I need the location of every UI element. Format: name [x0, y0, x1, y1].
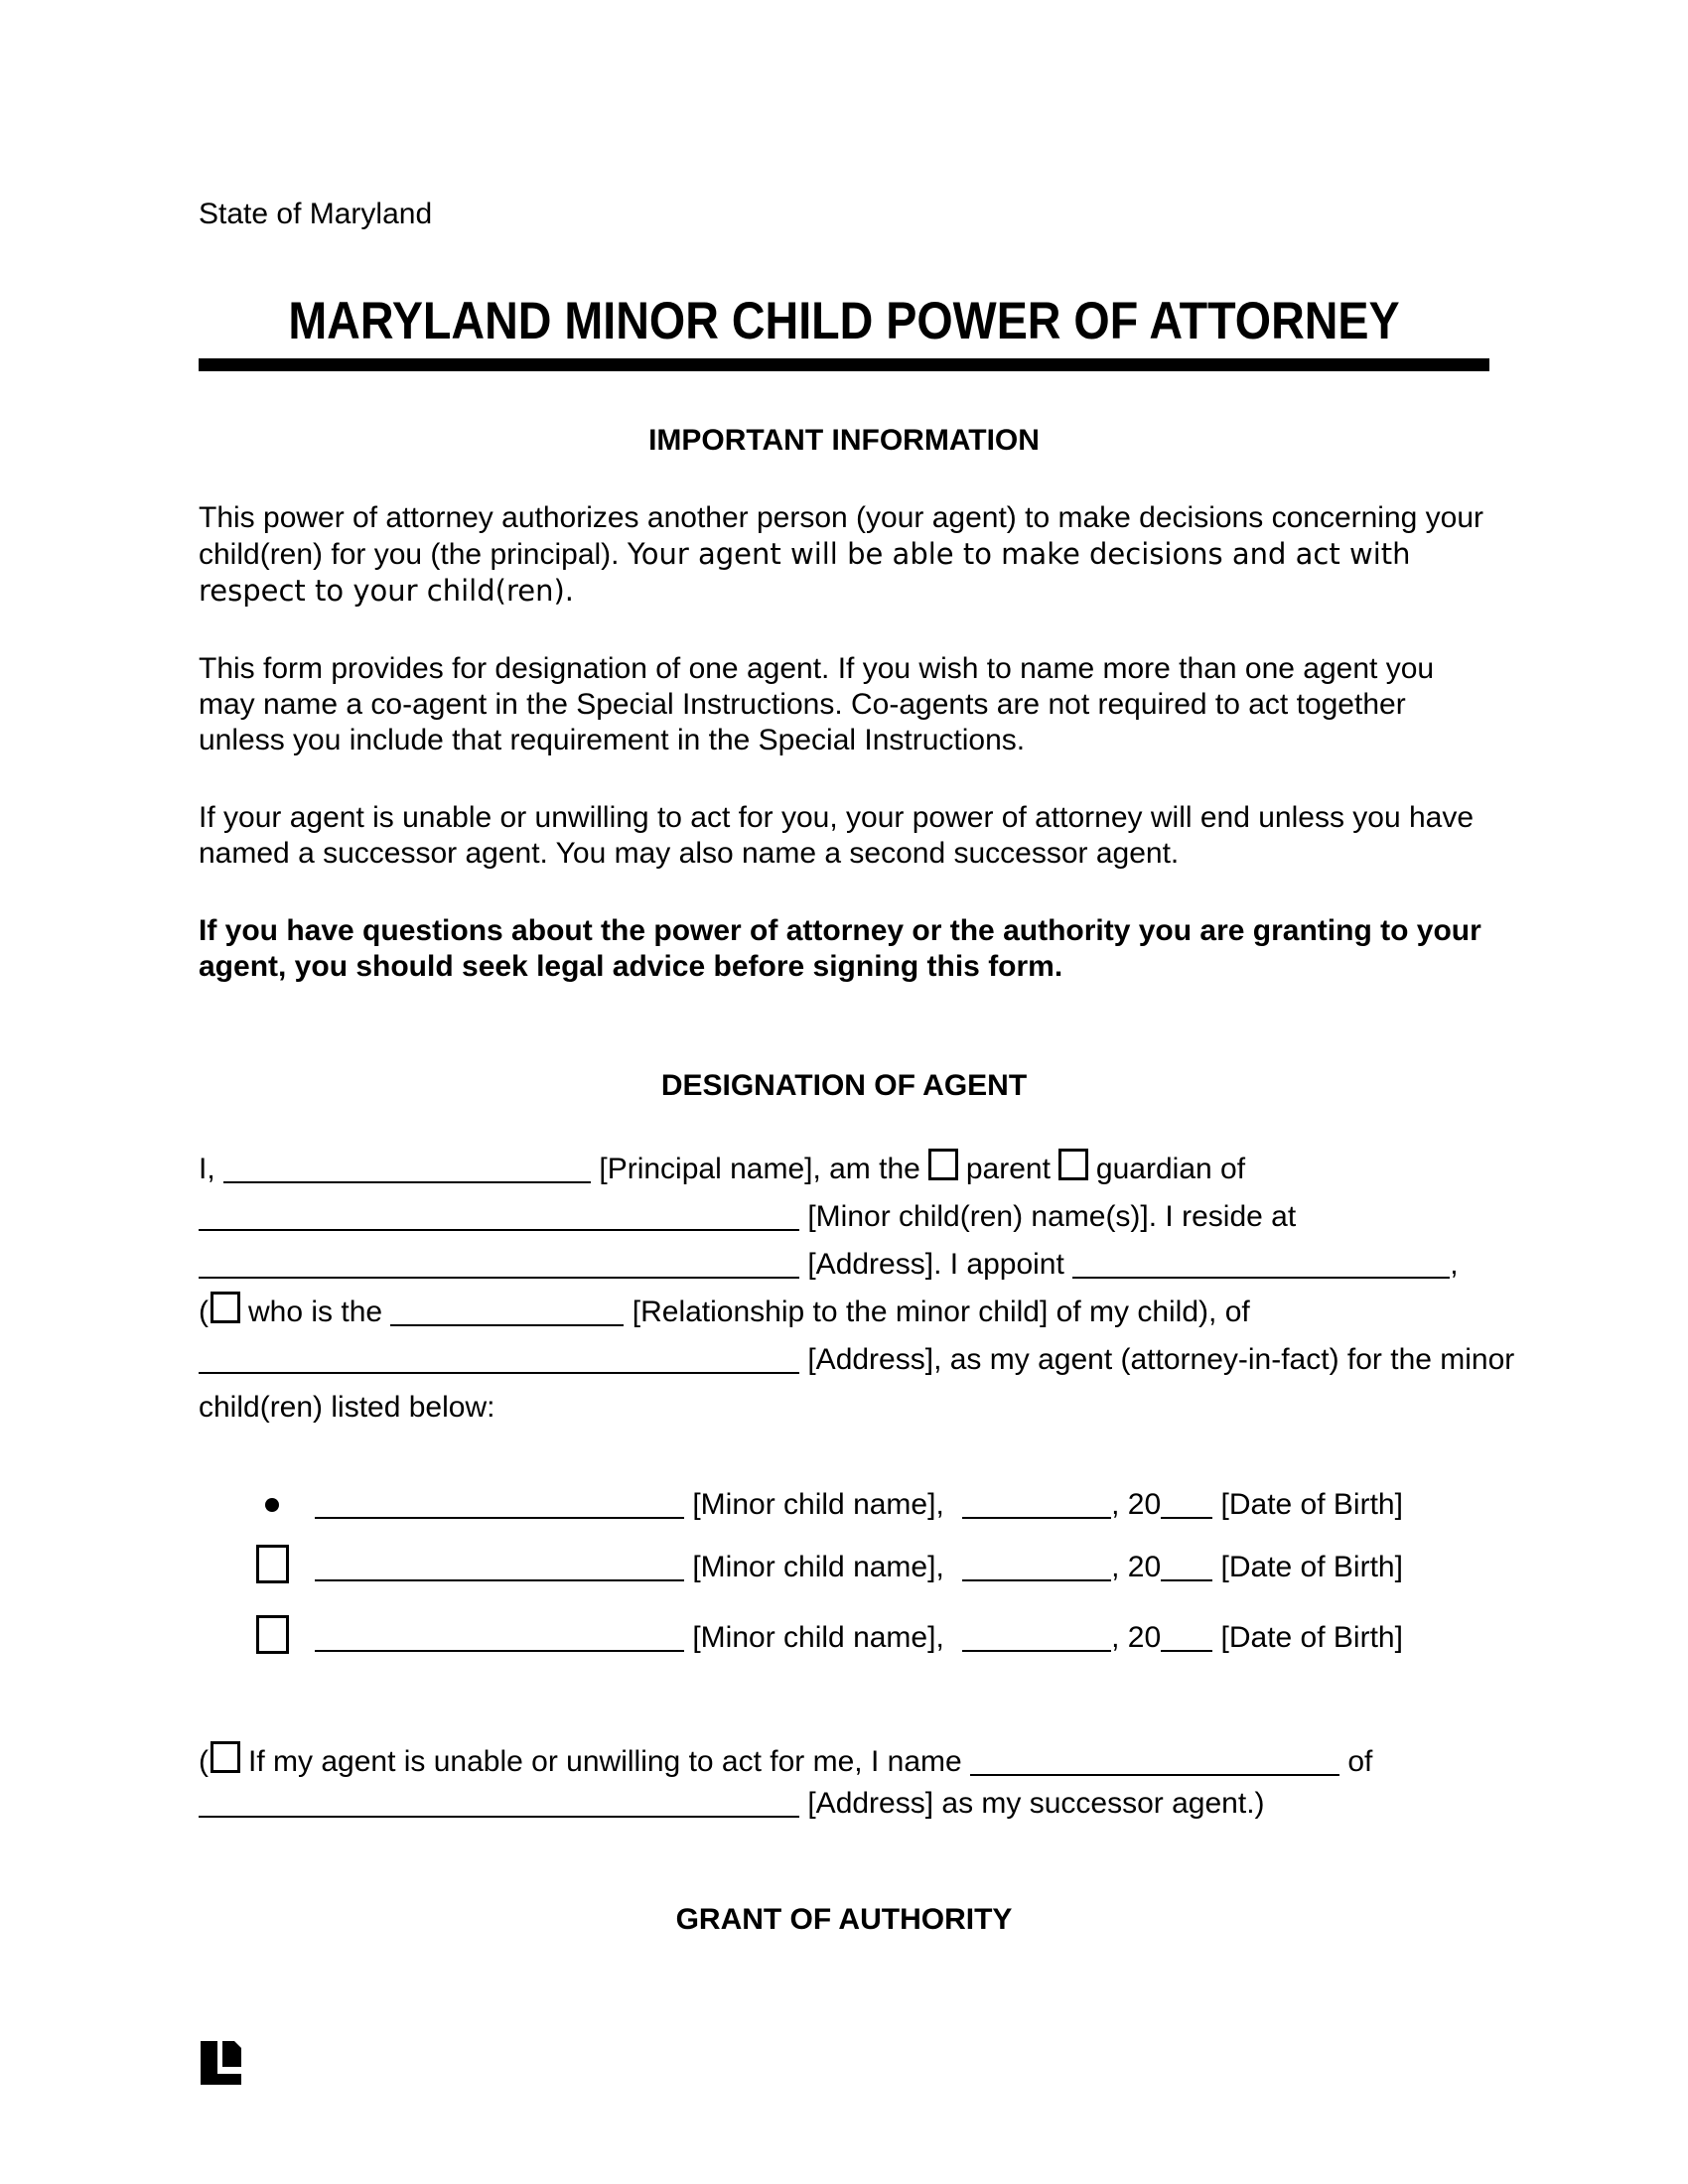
- principal-name-label: [Principal name], am the: [599, 1153, 920, 1185]
- child-row-2-marker: [256, 1545, 315, 1585]
- child-1-dob-month-day-blank[interactable]: [962, 1489, 1111, 1519]
- grant-of-authority-heading: GRANT OF AUTHORITY: [675, 1903, 1013, 1936]
- relationship-label: [Relationship to the minor child] of my child), of: [632, 1296, 1250, 1328]
- successor-agent-name-blank[interactable]: [970, 1746, 1339, 1776]
- child-3-dob-year-blank[interactable]: [1161, 1622, 1212, 1652]
- successor-address-label: [Address] as my successor agent.): [807, 1787, 1265, 1820]
- successor-line-2: [199, 1783, 1489, 1825]
- successor-agent-address-blank[interactable]: [199, 1788, 799, 1818]
- designation-heading: DESIGNATION OF AGENT: [660, 1069, 1028, 1102]
- child-row-1-marker: [256, 1487, 315, 1523]
- minor-children-list: [199, 1487, 1489, 1656]
- child-1-name-label: [Minor child name],: [692, 1488, 944, 1521]
- designation-line-5: [199, 1336, 1515, 1384]
- document-title: MARYLAND MINOR CHILD POWER OF ATTORNEY: [288, 292, 1400, 350]
- title-rule: [199, 358, 1489, 371]
- designation-line-3: [199, 1241, 1489, 1289]
- successor-checkbox[interactable]: [211, 1741, 240, 1773]
- child-2-name-blank[interactable]: [315, 1552, 684, 1581]
- designation-line-4: [199, 1289, 1489, 1336]
- important-information-heading: IMPORTANT INFORMATION: [648, 424, 1040, 457]
- successor-clause-label: If my agent is unable or unwilling to act for me, I name: [248, 1745, 962, 1778]
- parent-checkbox[interactable]: [928, 1149, 958, 1180]
- child-3-dob-month-day-blank[interactable]: [962, 1622, 1111, 1652]
- state-label: State of Maryland: [199, 198, 433, 230]
- relationship-checkbox[interactable]: [211, 1292, 240, 1323]
- principal-name-blank[interactable]: [223, 1154, 591, 1183]
- who-is-the-label: who is the: [248, 1296, 383, 1328]
- designation-line-2: [199, 1193, 1489, 1241]
- minor-children-names-label: [Minor child(ren) name(s)]. I reside at: [807, 1200, 1297, 1233]
- successor-line-1: [199, 1741, 1489, 1783]
- guardian-checkbox[interactable]: [1058, 1149, 1088, 1180]
- designation-line-6: child(ren) listed below:: [199, 1391, 495, 1424]
- parent-label: parent: [965, 1153, 1051, 1185]
- child-3-dob-label: [Date of Birth]: [1220, 1621, 1403, 1654]
- bullet-icon: [265, 1498, 279, 1512]
- paragraph-successor-info: If your agent is unable or unwilling to act for you, your power of attorney will end unless you have named a successor agent. You may also name a second successor agent.: [199, 801, 1475, 870]
- relationship-blank[interactable]: [390, 1297, 624, 1326]
- paragraph-authorization: [199, 500, 1489, 610]
- legal-templates-logo-icon: [201, 2041, 241, 2085]
- relationship-open-paren: (: [199, 1296, 209, 1328]
- child-2-name-label: [Minor child name],: [692, 1551, 944, 1583]
- agent-address-blank[interactable]: [199, 1344, 799, 1374]
- minor-children-names-blank[interactable]: [199, 1201, 799, 1231]
- agent-address-label: [Address], as my agent (attorney-in-fact) for the minor: [807, 1343, 1515, 1376]
- paragraph-legal-advice: If you have questions about the power of attorney or the authority you are granting to your agent, you should seek legal advice before signing this form.: [199, 914, 1481, 983]
- designation-line-1: [199, 1146, 1489, 1193]
- child-1-dob-year-blank[interactable]: [1161, 1489, 1212, 1519]
- child-row-3-marker: [256, 1615, 315, 1656]
- child-2-dob-year-blank[interactable]: [1161, 1552, 1212, 1581]
- child-1-dob-label: [Date of Birth]: [1220, 1488, 1403, 1521]
- child-row-2: [199, 1545, 1489, 1585]
- designation-line-3-comma: ,: [1450, 1248, 1459, 1281]
- child-3-checkbox[interactable]: [256, 1615, 289, 1654]
- child-2-dob-label: [Date of Birth]: [1220, 1551, 1403, 1583]
- successor-open-paren: (: [199, 1745, 209, 1778]
- child-2-dob-month-day-blank[interactable]: [962, 1552, 1111, 1581]
- child-2-checkbox[interactable]: [256, 1545, 289, 1583]
- guardian-label: guardian of: [1095, 1153, 1246, 1185]
- principal-address-blank[interactable]: [199, 1249, 799, 1279]
- paragraph-one-agent: This form provides for designation of one agent. If you wish to name more than one agent you may name a co-agent in the Special Instructions. Co-agents are not required to act together unless you include that requirement in the Special Instructions.: [199, 652, 1435, 756]
- designation-body: [199, 1146, 1515, 1432]
- child-3-year-prefix: , 20: [1111, 1621, 1162, 1654]
- child-1-year-prefix: , 20: [1111, 1488, 1162, 1521]
- successor-of-label: of: [1347, 1745, 1373, 1778]
- designation-line-1-pre: I,: [199, 1153, 215, 1185]
- child-3-name-blank[interactable]: [315, 1622, 684, 1652]
- child-3-name-label: [Minor child name],: [692, 1621, 944, 1654]
- paragraph-authorization-part2: Your agent will be able to make decisions and act with respect to your child(ren).: [199, 537, 1411, 608]
- child-row-1: [199, 1487, 1489, 1523]
- successor-agent-section: [199, 1741, 1489, 1825]
- child-2-year-prefix: , 20: [1111, 1551, 1162, 1583]
- agent-name-blank[interactable]: [1072, 1249, 1450, 1279]
- child-1-name-blank[interactable]: [315, 1489, 684, 1519]
- paragraph-authorization-part1: This power of attorney authorizes another person (your agent) to make decisions concerning your child(ren) for you (the principal).: [199, 501, 1484, 571]
- child-row-3: [199, 1615, 1489, 1656]
- principal-address-label: [Address]. I appoint: [807, 1248, 1064, 1281]
